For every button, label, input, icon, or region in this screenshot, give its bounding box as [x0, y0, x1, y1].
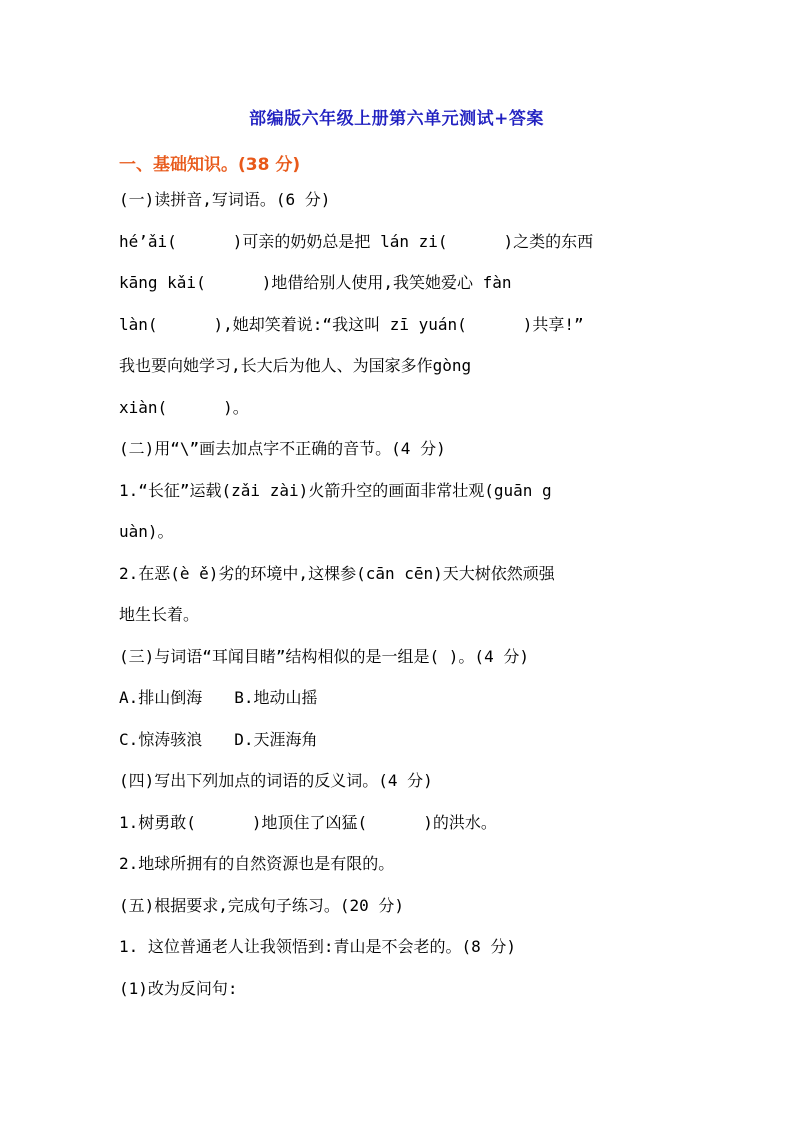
q5-subitem-1: (1)改为反问句: [119, 978, 238, 998]
q4-item-1 [119, 811, 675, 853]
q3-heading: (三)与词语“耳闻目睹”结构相似的是一组是( )。(4 分) [119, 646, 529, 666]
q1-l2b: )地借给别人使用,我笑她爱心 fàn [261, 273, 512, 292]
document-title: 部编版六年级上册第六单元测试+答案 [249, 109, 544, 129]
q1-l2a: kāng kǎi( [119, 273, 206, 292]
q1-l5b: )。 [223, 397, 249, 417]
q4-i1c: )的洪水。 [423, 812, 497, 832]
q3-option-b[interactable]: B.地动山摇 [234, 688, 318, 707]
q1-l1c: )之类的东西 [503, 231, 594, 251]
q1-line-1 [119, 230, 675, 272]
q1-line-3 [119, 313, 675, 355]
q5-item-1: 1. 这位普通老人让我领悟到:青山是不会老的。(8 分) [119, 937, 517, 956]
q1-l3c: )共享!” [522, 314, 584, 334]
q3-options-row-2 [119, 728, 675, 770]
q2-item-2b: 地生长着。 [119, 605, 200, 624]
q4-item-2: 2.地球所拥有的自然资源也是有限的。 [119, 854, 395, 873]
q1-l1a: hé’ǎi( [119, 231, 177, 251]
q3-option-a[interactable]: A.排山倒海 [119, 688, 203, 707]
q1-line-2 [119, 271, 675, 313]
q2-item-1a: 1.“长征”运载(zǎi zài)火箭升空的画面非常壮观(guān g [119, 480, 552, 500]
q3-option-d[interactable]: D.天涯海角 [234, 729, 318, 749]
q4-heading: (四)写出下列加点的词语的反义词。(4 分) [119, 771, 433, 790]
q2-item-2a: 2.在恶(è ě)劣的环境中,这棵参(cān cēn)天大树依然顽强 [119, 563, 555, 583]
q1-l5a: xiàn( [119, 397, 168, 417]
q1-l3b: ),她却笑着说:“我这叫 zī yuán( [213, 314, 467, 334]
q2-heading: (二)用“\”画去加点字不正确的音节。(4 分) [119, 439, 446, 458]
q1-line-4: 我也要向她学习,长大后为他人、为国家多作gòng [119, 356, 472, 375]
question-content [119, 188, 675, 1018]
q4-i1b: )地顶住了凶猛( [251, 812, 368, 832]
q3-option-c[interactable]: C.惊涛骇浪 [119, 729, 203, 749]
section-heading-basic-knowledge: 一、基础知识。(38 分) [119, 155, 301, 175]
q3-options-row-1 [119, 686, 675, 728]
q2-item-1b: uàn)。 [119, 522, 174, 541]
q1-l3a: làn( [119, 314, 158, 334]
q1-l1b: )可亲的奶奶总是把 lán zi( [232, 231, 448, 251]
q1-line-5 [119, 396, 675, 438]
q5-heading: (五)根据要求,完成句子练习。(20 分) [119, 895, 405, 915]
q1-heading: (一)读拼音,写词语。(6 分) [119, 190, 331, 209]
q4-i1a: 1.树勇敢( [119, 812, 196, 832]
